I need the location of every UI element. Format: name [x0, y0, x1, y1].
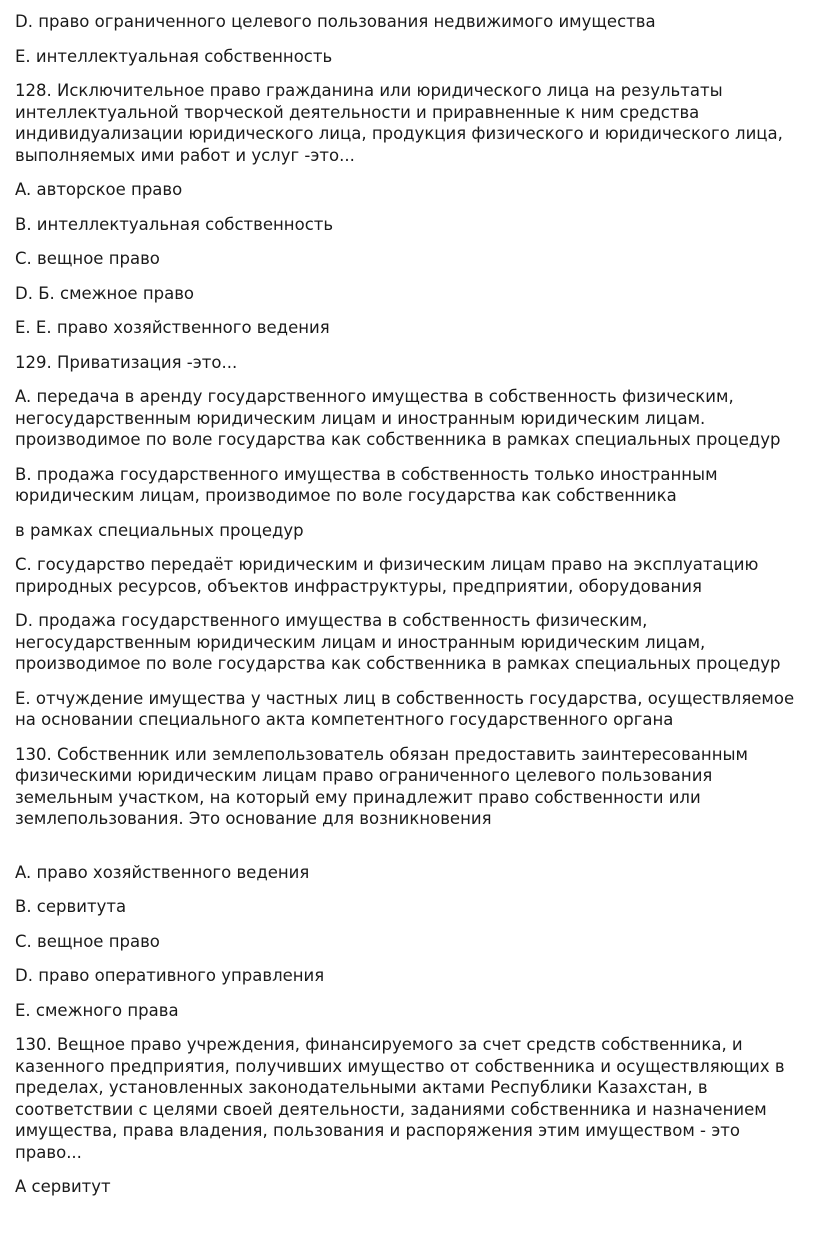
- option-b-q129-continuation: в рамках специальных процедур: [15, 520, 304, 540]
- question-129: 129. Приватизация -это...: [15, 352, 238, 372]
- question-130-servitude: 130. Собственник или землепользователь обязан предоставить заинтересованным физическими юридическим лицам право ограниченного целевого пользования земельным участком, на который ему принадлежит право собственности или землепользования. Это основание для возникновения: [15, 744, 748, 828]
- option-d-q128: D. Б. смежное право: [15, 283, 195, 303]
- option-a-q129: A. передача в аренду государственного имущества в собственность физическим, негосударственным юридическим лицам и иностранным юридическим лицам. производимое по воле государства как собственника в рамках специальных процедур: [15, 387, 781, 449]
- option-b-q128: B. интеллектуальная собственность: [15, 214, 334, 234]
- option-a-q130-servitude: A. право хозяйственного ведения: [15, 862, 310, 882]
- option-d-q129: D. продажа государственного имущества в собственность физическим, негосударственным юридическим лицам и иностранным юридическим лицам, производимое по воле государства как собственника в рамках специальных процедур: [15, 611, 781, 673]
- option-c-q128: C. вещное право: [15, 249, 160, 268]
- blank-line: [15, 843, 810, 862]
- option-d-q127: D. право ограниченного целевого пользования недвижимого имущества: [15, 12, 656, 31]
- option-e-q127: E. интеллектуальная собственность: [15, 46, 333, 66]
- option-e-q128: E. Е. право хозяйственного ведения: [15, 318, 330, 337]
- question-130-property-right: 130. Вещное право учреждения, финансируемого за счет средств собственника, и казенного предприятия, получивших имущество от собственника и осуществляющих в пределах, установленных законодательными актами Республики Казахстан, в соответствии с целями своей деятельности, заданиями собственника и назначением имущества, права владения, пользования и распоряжения этим имуществом - это право...: [15, 1035, 785, 1162]
- option-c-q130-servitude: C. вещное право: [15, 931, 160, 951]
- option-e-q129: E. отчуждение имущества у частных лиц в собственность государства, осуществляемое на основании специального акта компетентного государственного органа: [15, 688, 795, 729]
- option-b-q129: B. продажа государственного имущества в собственность только иностранным юридическим лицам, производимое по воле государства как собственника: [15, 464, 718, 505]
- option-d-q130-servitude: D. право оперативного управления: [15, 966, 325, 985]
- option-e-q130-servitude: E. смежного права: [15, 1000, 179, 1020]
- document-page: [15, 11, 810, 1211]
- option-b-q130-servitude: B. сервитута: [15, 897, 127, 916]
- option-c-q129: C. государство передаёт юридическим и физическим лицам право на эксплуатацию природных ресурсов, объектов инфраструктуры, предприятии, оборудования: [15, 555, 759, 596]
- option-a-q130-property-right: A сервитут: [15, 1177, 111, 1196]
- question-128: 128. Исключительное право гражданина или юридического лица на результаты интеллектуальной творческой деятельности и приравненные к ним средства индивидуализации юридического лица, продукция физического и юридического лица, выполняемых ими работ и услуг -это...: [15, 81, 783, 165]
- option-a-q128: A. авторское право: [15, 180, 183, 199]
